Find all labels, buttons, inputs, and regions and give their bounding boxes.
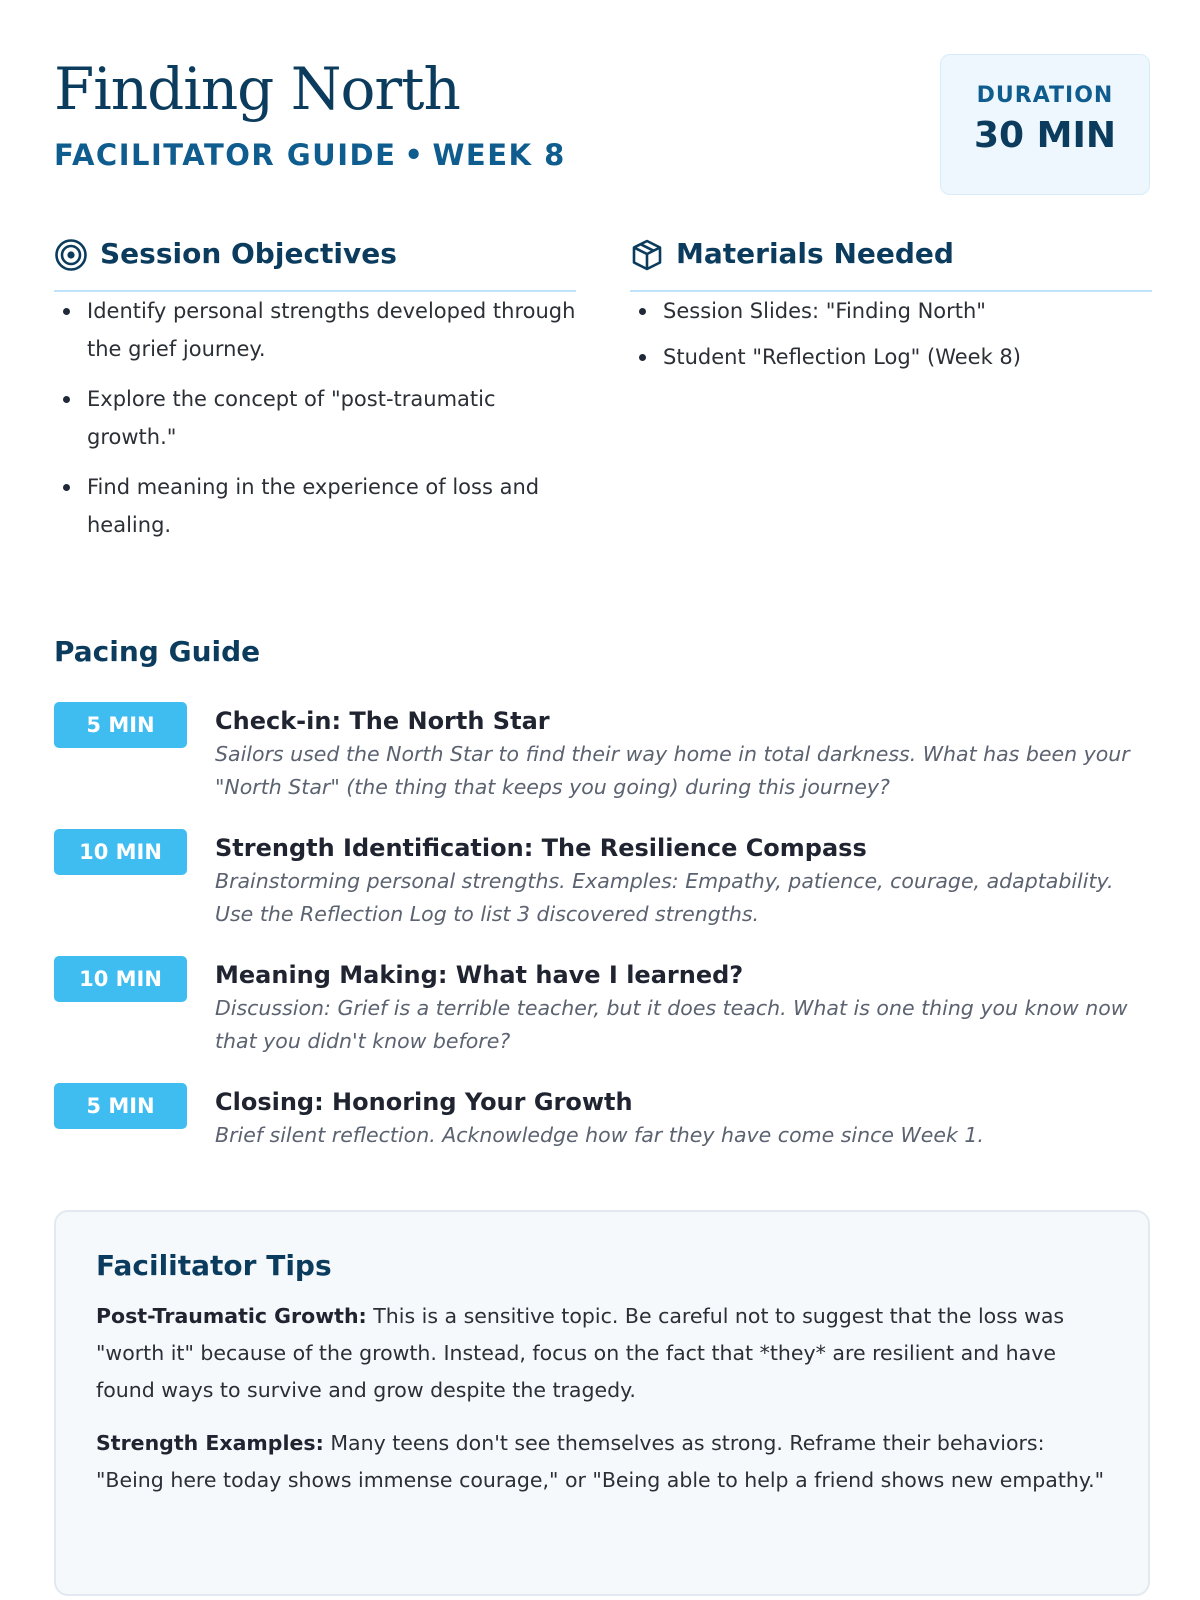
pacing-step-description: Brief silent reflection. Acknowledge how far they have come since Week 1.	[215, 1123, 984, 1147]
subtitle-week: WEEK 8	[432, 138, 566, 172]
tip-text: This is a sensitive topic. Be careful not to suggest that the loss was "worth it" because of the growth. Instead, focus on the fact that *they* are resilient and have found ways to survive and grow despite the tragedy.	[96, 1304, 1065, 1402]
objectives-section	[54, 236, 576, 556]
duration-value: 30 MIN	[974, 115, 1116, 156]
duration-label: DURATION	[976, 83, 1114, 108]
time-badge: 10 MIN	[54, 829, 187, 875]
tip-label: Post-Traumatic Growth:	[96, 1304, 367, 1328]
pacing-step-title: Check-in: The North Star	[215, 707, 550, 735]
objectives-header	[54, 236, 576, 292]
pacing-step-title: Closing: Honoring Your Growth	[215, 1088, 633, 1116]
objective-item: Find meaning in the experience of loss and healing.	[54, 468, 576, 544]
objectives-list	[54, 292, 576, 544]
page-subtitle	[54, 138, 566, 172]
materials-heading: Materials Needed	[676, 237, 954, 270]
tip-paragraph	[96, 1425, 1108, 1499]
facilitator-guide-page	[54, 0, 1150, 1600]
objective-item: Identify personal strengths developed through the grief journey.	[54, 292, 576, 368]
materials-list	[630, 292, 1152, 376]
objectives-heading: Session Objectives	[100, 237, 397, 270]
materials-section	[630, 236, 1152, 384]
time-badge: 5 MIN	[54, 1083, 187, 1129]
pacing-step-description: Discussion: Grief is a terrible teacher, but it does teach. What is one thing you know now that you didn't know before?	[215, 996, 1128, 1053]
tip-text: Many teens don't see themselves as strong. Reframe their behaviors: "Being here today shows immense courage," or "Being able to help a friend shows new empathy."	[96, 1431, 1105, 1492]
pacing-step-body	[215, 956, 1150, 1058]
target-icon	[54, 238, 88, 272]
info-columns	[54, 236, 1150, 576]
tip-label: Strength Examples:	[96, 1431, 324, 1455]
material-item: Session Slides: "Finding North"	[630, 292, 1152, 330]
tips-heading: Facilitator Tips	[96, 1249, 332, 1282]
pacing-step-title: Meaning Making: What have I learned?	[215, 961, 744, 989]
time-badge: 5 MIN	[54, 702, 187, 748]
tip-paragraph	[96, 1298, 1108, 1409]
facilitator-tips-box	[54, 1210, 1150, 1596]
materials-header	[630, 236, 1152, 292]
pacing-step-description: Sailors used the North Star to find their way home in total darkness. What has been your "North Star" (the thing that keeps you going) during this journey?	[215, 742, 1130, 799]
box-icon	[630, 238, 664, 272]
pacing-step-body	[215, 702, 1150, 804]
pacing-step-body	[215, 1083, 1150, 1152]
page-title: Finding North	[54, 55, 460, 123]
pacing-step-title: Strength Identification: The Resilience Compass	[215, 834, 867, 862]
subtitle-separator: •	[404, 138, 425, 172]
pacing-step-description: Brainstorming personal strengths. Examples: Empathy, patience, courage, adaptability. Use the Reflection Log to list 3 discovered strengths.	[215, 869, 1114, 926]
duration-box	[940, 54, 1150, 195]
subtitle-guide: FACILITATOR GUIDE	[54, 138, 397, 172]
time-badge: 10 MIN	[54, 956, 187, 1002]
pacing-step-body	[215, 829, 1150, 931]
material-item: Student "Reflection Log" (Week 8)	[630, 338, 1152, 376]
objective-item: Explore the concept of "post-traumatic growth."	[54, 380, 576, 456]
page-header	[54, 54, 1150, 199]
pacing-heading: Pacing Guide	[54, 635, 261, 668]
